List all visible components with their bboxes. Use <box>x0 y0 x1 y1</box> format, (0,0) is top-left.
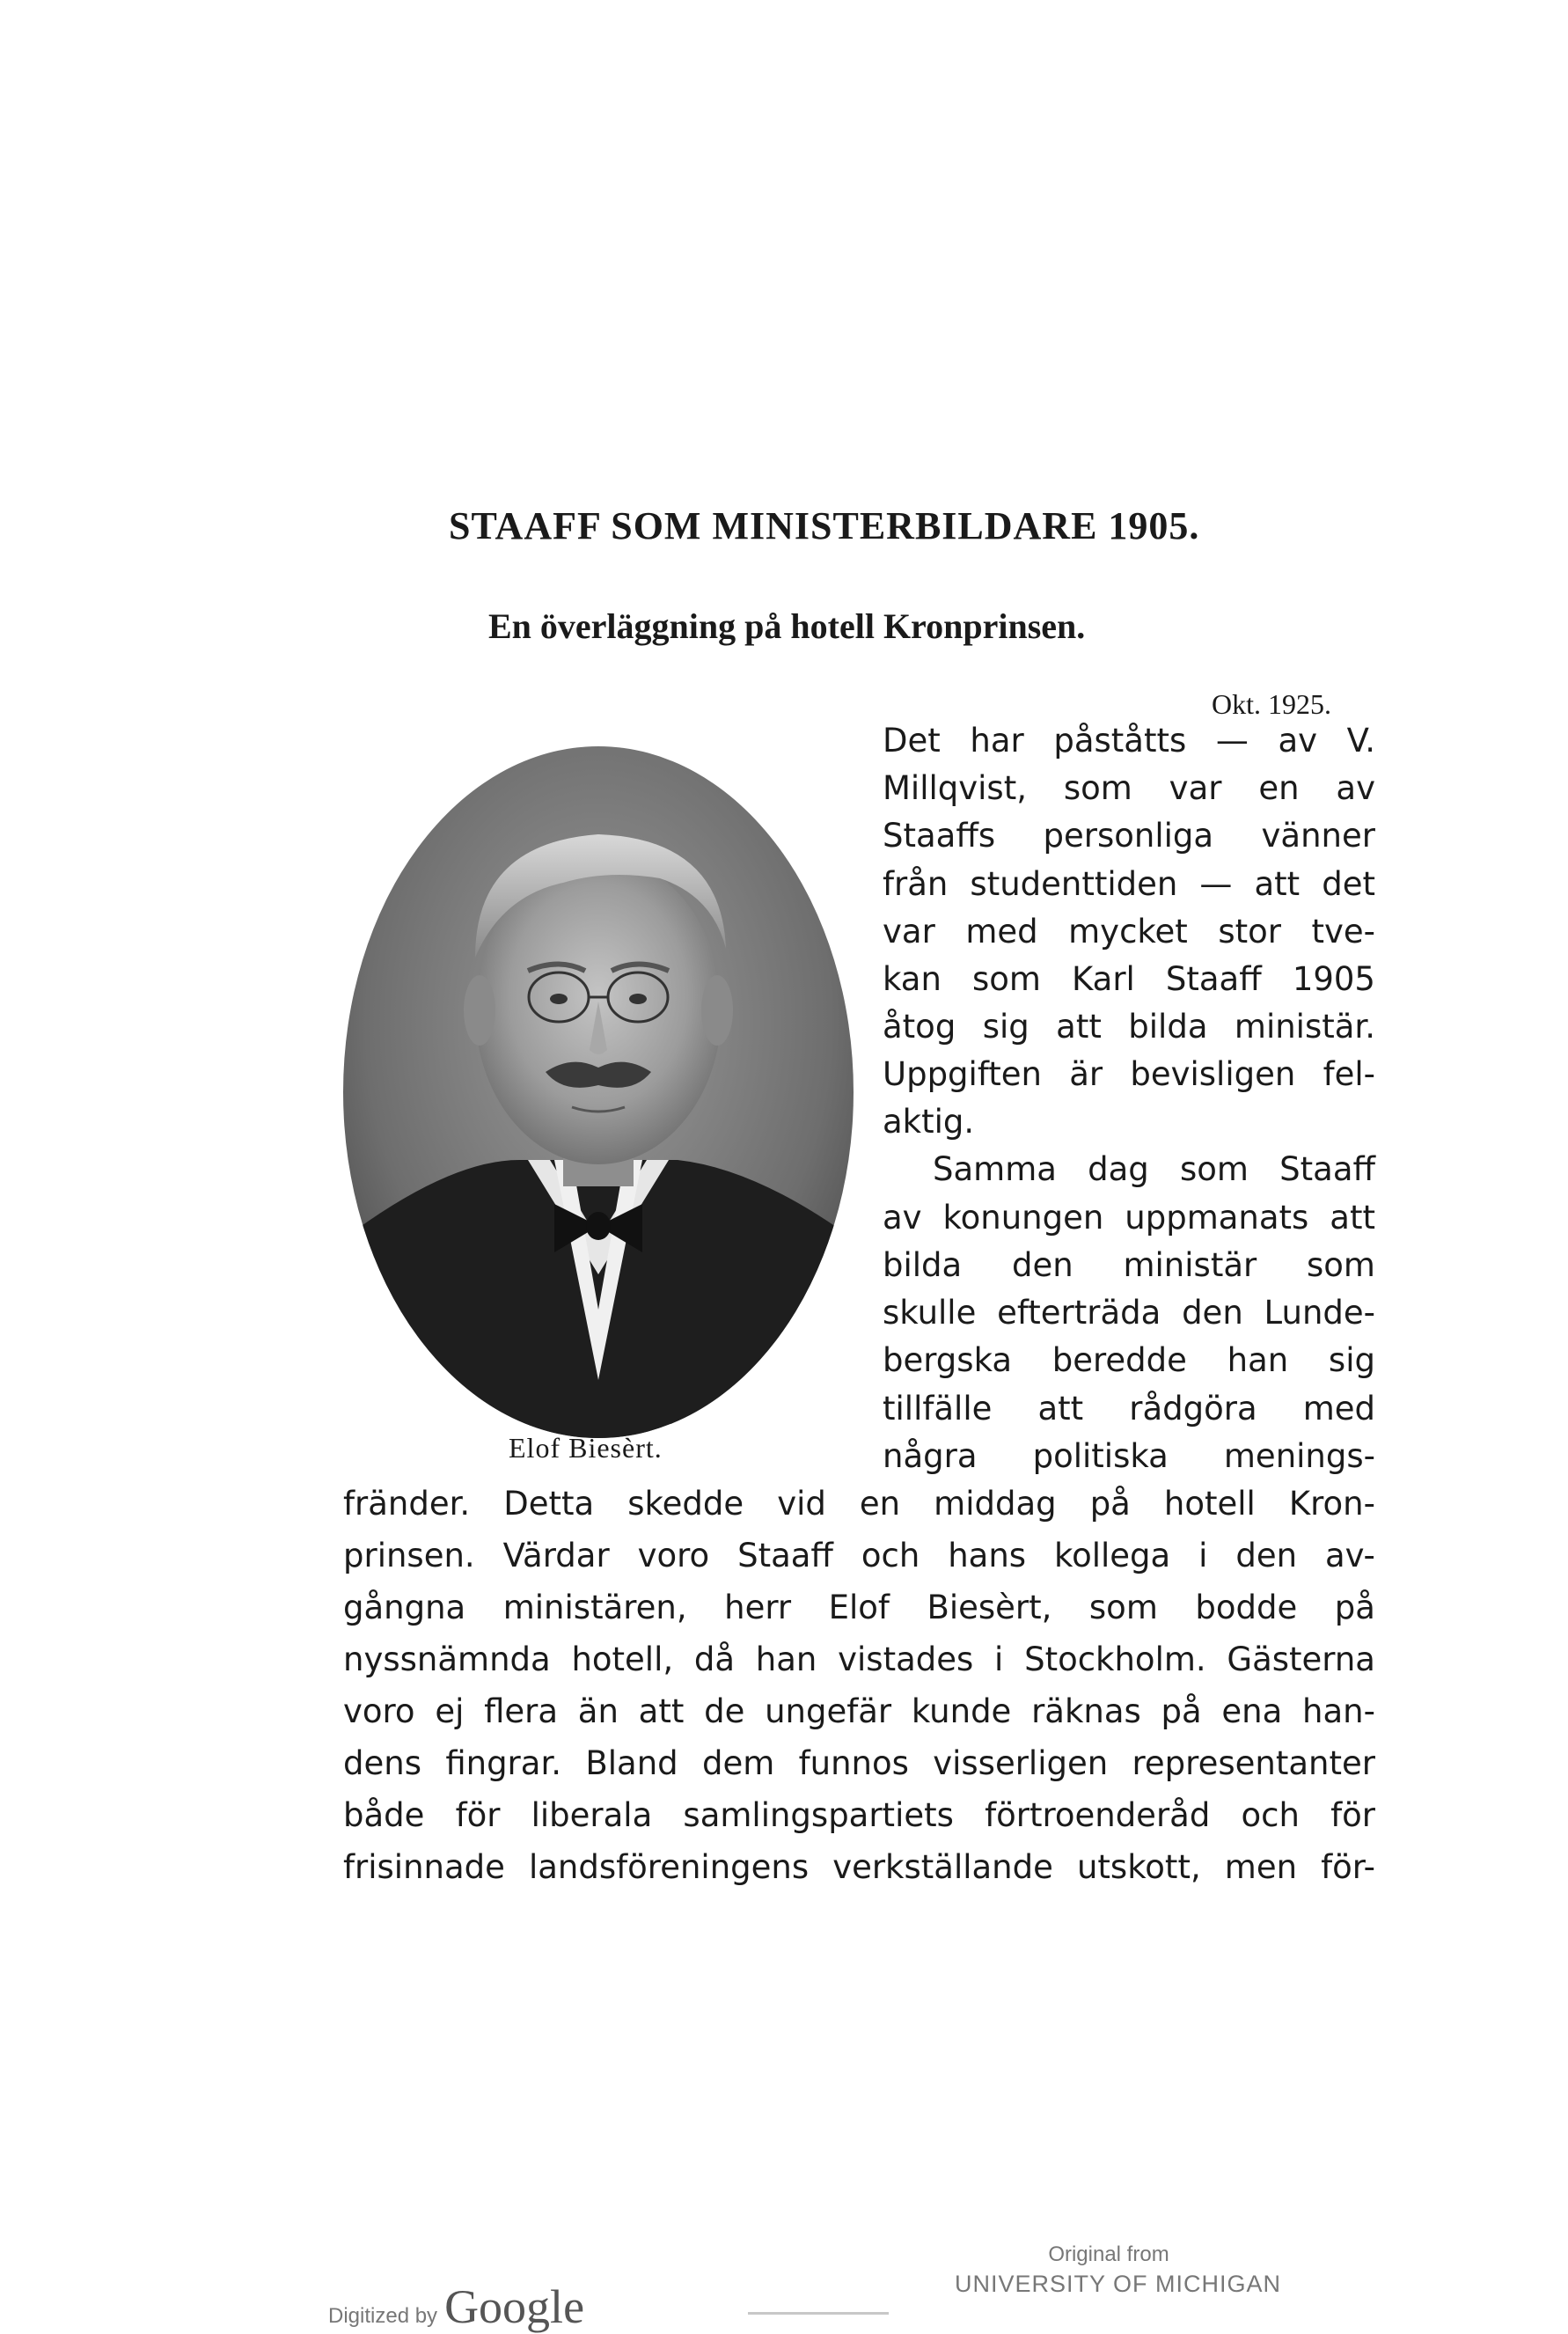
word: som <box>1179 1150 1249 1188</box>
text-line <box>883 1246 1375 1284</box>
word: konungen <box>942 1199 1104 1237</box>
text-line <box>343 1744 1375 1782</box>
word: var <box>1169 769 1222 807</box>
word: vid <box>777 1485 826 1523</box>
footer-divider <box>748 2312 889 2315</box>
word: bergska <box>883 1341 1013 1379</box>
word: på <box>1089 1485 1131 1523</box>
word: gångna <box>343 1589 466 1626</box>
word: nyssnämnda <box>343 1640 551 1678</box>
word: aktig. <box>883 1103 975 1141</box>
word: Samma <box>933 1150 1057 1188</box>
word: med <box>965 913 1038 950</box>
word: politiska <box>1032 1437 1169 1475</box>
word: vistades <box>838 1640 974 1678</box>
word: frisinnade <box>343 1848 505 1886</box>
word: mycket <box>1068 913 1188 950</box>
word: fingrar. <box>445 1744 562 1782</box>
word: Staaff <box>737 1537 833 1574</box>
word: 1905 <box>1292 960 1375 998</box>
word: av <box>1278 722 1318 760</box>
word: på <box>1334 1589 1375 1626</box>
text-line <box>883 817 1375 855</box>
word: han <box>1227 1341 1289 1379</box>
word: hotell <box>1163 1485 1256 1523</box>
word: Lunde- <box>1264 1294 1375 1332</box>
word: förtroenderåd <box>985 1796 1211 1834</box>
word: representanter <box>1132 1744 1375 1782</box>
word: för- <box>1321 1848 1375 1886</box>
word: att <box>1254 865 1301 903</box>
word: rådgöra <box>1129 1390 1257 1428</box>
word: Millqvist, <box>883 769 1027 807</box>
source-watermark <box>955 2242 1282 2298</box>
word: Gästerna <box>1227 1640 1375 1678</box>
word: som <box>1088 1589 1158 1626</box>
word: kollega <box>1053 1537 1171 1574</box>
google-logo: Google <box>444 2280 585 2333</box>
word: dens <box>343 1744 421 1782</box>
text-line <box>343 1591 1375 1624</box>
word: studenttiden <box>970 865 1178 903</box>
word: funnos <box>798 1744 909 1782</box>
word: skedde <box>627 1485 744 1523</box>
text-line <box>883 1103 1375 1141</box>
word: än <box>577 1692 619 1730</box>
university-label: UNIVERSITY OF MICHIGAN <box>955 2271 1282 2297</box>
word: samlingspartiets <box>683 1796 954 1834</box>
word: flera <box>484 1692 559 1730</box>
text-line <box>343 1485 1375 1523</box>
text-line <box>883 960 1375 998</box>
word: vänner <box>1261 817 1375 855</box>
text-line <box>343 1640 1375 1678</box>
word: från <box>883 865 949 903</box>
word: voro <box>343 1692 415 1730</box>
word: Biesèrt, <box>927 1589 1052 1626</box>
word: voro <box>637 1537 710 1574</box>
word: att <box>1056 1008 1102 1046</box>
word: både <box>343 1796 425 1834</box>
word: några <box>883 1437 978 1475</box>
word: åtog <box>883 1008 956 1046</box>
word: bodde <box>1195 1589 1298 1626</box>
word: i <box>1198 1537 1208 1574</box>
word: Stockholm. <box>1024 1640 1206 1678</box>
text-line <box>883 769 1375 807</box>
word: men <box>1224 1848 1298 1886</box>
word: hotell, <box>571 1640 674 1678</box>
word: beredde <box>1051 1341 1187 1379</box>
word: på <box>1161 1692 1202 1730</box>
word: liberala <box>531 1796 653 1834</box>
word: visserligen <box>933 1744 1109 1782</box>
word: ministären, <box>502 1589 687 1626</box>
word: Det <box>883 722 941 760</box>
word: prinsen. <box>343 1537 475 1574</box>
word: har <box>970 722 1024 760</box>
word: skulle <box>883 1294 977 1332</box>
word: dag <box>1088 1150 1149 1188</box>
word: var <box>883 913 935 950</box>
digitized-by-watermark <box>328 2279 584 2334</box>
text-line <box>933 1150 1375 1188</box>
original-from-label: Original from <box>1048 2242 1169 2266</box>
word: då <box>693 1640 736 1678</box>
word: Staaffs <box>883 817 996 855</box>
word: av <box>1336 769 1375 807</box>
word: tve- <box>1311 913 1375 950</box>
word: för <box>455 1796 501 1834</box>
word: dem <box>701 1744 775 1782</box>
word: de <box>704 1692 745 1730</box>
word: som <box>1307 1246 1375 1284</box>
word: landsföreningens <box>528 1848 810 1886</box>
page-subtitle: En överläggning på hotell Kronprinsen. <box>488 606 1086 646</box>
word: med <box>1302 1390 1375 1428</box>
word: och <box>861 1537 920 1574</box>
text-line <box>883 1008 1375 1046</box>
word: — <box>1215 722 1249 760</box>
portrait-photo <box>343 746 854 1438</box>
digitized-by-label: Digitized by <box>328 2304 438 2328</box>
word: ej <box>435 1692 465 1730</box>
word: som <box>971 960 1041 998</box>
text-line <box>343 1692 1375 1730</box>
word: sig <box>1328 1341 1375 1379</box>
word: som <box>1063 769 1132 807</box>
word: den <box>1182 1294 1243 1332</box>
word: uppmanats <box>1125 1199 1309 1237</box>
text-line <box>883 1294 1375 1332</box>
word: att <box>638 1692 685 1730</box>
word: — <box>1199 865 1233 903</box>
word: Uppgiften <box>883 1055 1042 1093</box>
word: menings- <box>1223 1437 1375 1475</box>
word: V. <box>1346 722 1375 760</box>
word: för <box>1330 1796 1375 1834</box>
word: efterträda <box>997 1294 1161 1332</box>
word: Elof <box>828 1589 890 1626</box>
word: är <box>1069 1055 1103 1093</box>
word: ungefär <box>765 1692 892 1730</box>
word: verkställande <box>832 1848 1053 1886</box>
word: den <box>1235 1537 1298 1574</box>
text-line <box>343 1796 1375 1834</box>
word: Karl <box>1072 960 1135 998</box>
portrait-caption: Elof Biesèrt. <box>509 1432 663 1464</box>
word: middag <box>934 1485 1057 1523</box>
text-line <box>883 1199 1375 1237</box>
word: och <box>1241 1796 1300 1834</box>
word: kunde <box>911 1692 1012 1730</box>
word: påståtts <box>1053 722 1187 760</box>
word: det <box>1322 865 1375 903</box>
text-line <box>883 1341 1375 1379</box>
word: Bland <box>585 1744 678 1782</box>
page-title: STAAFF SOM MINISTERBILDARE 1905. <box>449 504 1200 547</box>
word: fel- <box>1323 1055 1375 1093</box>
article-date: Okt. 1925. <box>1212 688 1331 720</box>
word: han- <box>1302 1692 1375 1730</box>
text-line <box>343 1539 1375 1572</box>
word: Staaff <box>1165 960 1262 998</box>
word: Staaff <box>1279 1150 1375 1188</box>
word: Värdar <box>502 1537 610 1574</box>
word: utskott, <box>1076 1848 1201 1886</box>
word: han <box>755 1640 817 1678</box>
word: en <box>1258 769 1300 807</box>
text-line <box>883 1055 1375 1093</box>
text-line <box>883 1437 1375 1475</box>
word: hans <box>948 1537 1027 1574</box>
word: tillfälle <box>883 1390 993 1428</box>
word: ministär <box>1123 1246 1257 1284</box>
word: den <box>1012 1246 1073 1284</box>
word: av <box>883 1199 922 1237</box>
word: kan <box>883 960 942 998</box>
word: fränder. <box>343 1485 471 1523</box>
text-line <box>883 722 1375 760</box>
text-line <box>883 1390 1375 1428</box>
word: sig <box>982 1008 1029 1046</box>
text-line <box>883 915 1375 948</box>
word: i <box>994 1640 1004 1678</box>
word: Kron- <box>1288 1485 1375 1523</box>
word: en <box>859 1485 901 1523</box>
text-line <box>343 1848 1375 1886</box>
word: herr <box>724 1589 792 1626</box>
word: bilda <box>1128 1008 1208 1046</box>
text-line <box>883 865 1375 903</box>
word: Detta <box>503 1485 595 1523</box>
word: räknas <box>1031 1692 1141 1730</box>
word: att <box>1037 1390 1084 1428</box>
word: personliga <box>1043 817 1214 855</box>
word: bevisligen <box>1130 1055 1296 1093</box>
word: bilda <box>883 1246 963 1284</box>
word: att <box>1330 1199 1375 1237</box>
word: ministär. <box>1234 1008 1375 1046</box>
word: ena <box>1221 1692 1283 1730</box>
word: stor <box>1218 913 1281 950</box>
word: av- <box>1324 1537 1375 1574</box>
